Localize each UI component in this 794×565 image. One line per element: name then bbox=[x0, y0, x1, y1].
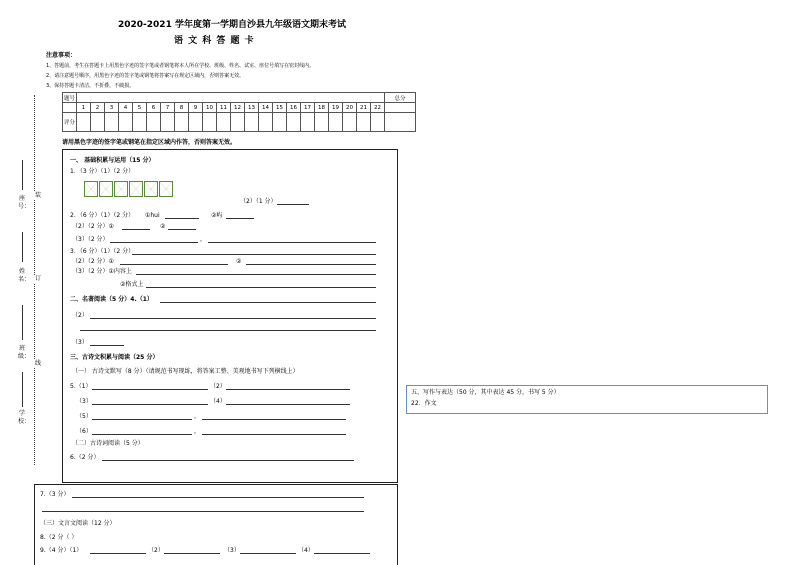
q5-5-label: （5） bbox=[76, 413, 92, 420]
score-cell[interactable] bbox=[91, 113, 105, 132]
answer-line[interactable] bbox=[246, 264, 376, 265]
answer-line[interactable] bbox=[90, 345, 124, 346]
section3-sub2: （二）古诗词阅读（5 分） bbox=[72, 440, 144, 447]
score-cell[interactable] bbox=[203, 113, 217, 132]
answer-line[interactable] bbox=[90, 553, 146, 554]
question-number: 10 bbox=[203, 103, 217, 113]
q3-2b-label: ② bbox=[236, 258, 242, 265]
name-label: 姓名： bbox=[18, 268, 31, 283]
score-cell[interactable] bbox=[105, 113, 119, 132]
school-label: 学校： bbox=[18, 410, 31, 425]
class-label: 班级： bbox=[18, 345, 31, 360]
writing-grid-cell[interactable] bbox=[99, 181, 113, 197]
exam-title: 2020-2021 学年度第一学期自沙县九年级语文期末考试 bbox=[118, 20, 346, 30]
question-number: 17 bbox=[301, 103, 315, 113]
seal-char-1: 装 bbox=[34, 192, 41, 199]
question-number: 13 bbox=[245, 103, 259, 113]
question-number: 21 bbox=[357, 103, 371, 113]
score-cell[interactable] bbox=[343, 113, 357, 132]
answer-line[interactable] bbox=[202, 419, 346, 420]
question-number: 15 bbox=[273, 103, 287, 113]
question-number: 19 bbox=[329, 103, 343, 113]
class-line bbox=[22, 305, 23, 340]
answer-line[interactable] bbox=[240, 553, 296, 554]
writing-grid-cell[interactable] bbox=[129, 181, 143, 197]
total-score-cell[interactable] bbox=[385, 113, 416, 132]
q2-2-label: （2）（2 分）① bbox=[72, 223, 114, 230]
answer-line[interactable] bbox=[164, 553, 220, 554]
q3-3-label: （3）（2 分）①内容上 bbox=[72, 268, 132, 275]
question-number: 11 bbox=[217, 103, 231, 113]
answer-line[interactable] bbox=[72, 497, 364, 498]
q3-label: 3．（6 分）（1）（2 分） bbox=[70, 248, 135, 255]
q1-2-label: （2）（1 分） bbox=[240, 198, 277, 205]
question-number: 20 bbox=[343, 103, 357, 113]
answer-line[interactable] bbox=[208, 242, 376, 243]
q9-label: 9.（4 分）（1） bbox=[40, 547, 83, 554]
writing-grid-cell[interactable] bbox=[159, 181, 173, 197]
score-cell[interactable] bbox=[77, 113, 91, 132]
answer-warning: 请用黑色字迹的签字笔或钢笔在指定区域内作答，否则答案无效。 bbox=[62, 139, 237, 146]
score-cell[interactable] bbox=[357, 113, 371, 132]
answer-line[interactable] bbox=[277, 204, 309, 205]
comma: ， bbox=[194, 428, 201, 435]
answer-line[interactable] bbox=[132, 254, 376, 255]
comma: ， bbox=[194, 413, 201, 420]
seat-label: 座号： bbox=[18, 195, 31, 210]
q5-2-label: （2） bbox=[210, 383, 226, 390]
answer-line[interactable] bbox=[202, 434, 346, 435]
question-number: 9 bbox=[189, 103, 203, 113]
answer-line[interactable] bbox=[92, 404, 208, 405]
answer-line[interactable] bbox=[136, 274, 376, 275]
q5-1-label: 5.（1） bbox=[70, 383, 92, 390]
answer-line[interactable] bbox=[146, 287, 376, 288]
note-item-3: 3、保持答题卡清洁，不折叠，不破损。 bbox=[46, 83, 135, 89]
question-number: 22 bbox=[371, 103, 385, 113]
total-header: 总分 bbox=[385, 93, 416, 103]
score-cell[interactable] bbox=[119, 113, 133, 132]
score-cell[interactable] bbox=[133, 113, 147, 132]
answer-line[interactable] bbox=[168, 229, 196, 230]
question-number: 16 bbox=[287, 103, 301, 113]
q2-3-label: （3）（2 分） bbox=[72, 236, 109, 243]
answer-line[interactable] bbox=[314, 553, 370, 554]
q5-6-label: （6） bbox=[76, 428, 92, 435]
q8-label: 8.（2 分（ ） bbox=[40, 534, 78, 541]
q22-label: 22．作文 bbox=[411, 400, 437, 407]
answer-line[interactable] bbox=[122, 229, 150, 230]
writing-grid-cell[interactable] bbox=[84, 181, 98, 197]
q3-2-label: （2）（2 分）① bbox=[72, 258, 114, 265]
score-table bbox=[62, 92, 416, 132]
answer-line[interactable] bbox=[165, 218, 199, 219]
score-cell[interactable] bbox=[287, 113, 301, 132]
score-cell[interactable] bbox=[273, 113, 287, 132]
score-cell[interactable] bbox=[259, 113, 273, 132]
question-number: 6 bbox=[147, 103, 161, 113]
school-line bbox=[22, 372, 23, 407]
seal-char-3: 线 bbox=[34, 360, 41, 367]
answer-line[interactable] bbox=[92, 419, 192, 420]
seal-char-2: 订 bbox=[34, 275, 41, 282]
score-cell[interactable] bbox=[189, 113, 203, 132]
section3-sub1: （一） 古诗文默写（8 分）（请规范书写现练，将答案工整、美观地书写下列横线上） bbox=[72, 368, 299, 375]
question-number: 8 bbox=[175, 103, 189, 113]
writing-grid-cell[interactable] bbox=[144, 181, 158, 197]
score-cell[interactable] bbox=[175, 113, 189, 132]
answer-box-main bbox=[62, 149, 398, 483]
q9-4-label: （4） bbox=[298, 547, 314, 554]
answer-line[interactable] bbox=[110, 242, 198, 243]
answer-line[interactable] bbox=[90, 318, 376, 319]
score-row-header: 评分 bbox=[63, 113, 77, 132]
q9-3-label: （3） bbox=[224, 547, 240, 554]
q2-label: 2．（6 分）（1）（2 分） bbox=[70, 212, 135, 219]
q2-a: ①hui bbox=[145, 212, 160, 219]
score-cell[interactable] bbox=[161, 113, 175, 132]
answer-line[interactable] bbox=[226, 218, 254, 219]
q2-2b-label: ② bbox=[160, 223, 166, 230]
section2-heading: 二、名著阅读（5 分）4.（1） bbox=[70, 296, 153, 303]
q1-label: 1．（3 分）（1）（2 分） bbox=[70, 168, 135, 175]
score-cell[interactable] bbox=[371, 113, 385, 132]
note-item-1: 1、答题前，考生在答题卡上用黑色字迹的签字笔或者钢笔将本人所在学校、班级、姓名、试室、座位号填写在密封线内。 bbox=[46, 63, 315, 69]
question-number: 2 bbox=[91, 103, 105, 113]
section1-heading: 一、 基础积累与运用（15 分） bbox=[70, 157, 155, 164]
q3-3b-label: ②格式上 bbox=[120, 281, 144, 288]
q5-3-label: （3） bbox=[76, 398, 92, 405]
question-number: 14 bbox=[259, 103, 273, 113]
question-number: 5 bbox=[133, 103, 147, 113]
answer-line[interactable] bbox=[92, 389, 208, 390]
q7-label: 7.（3 分） bbox=[40, 491, 70, 498]
answer-line[interactable] bbox=[42, 511, 364, 512]
writing-grid-cell[interactable] bbox=[114, 181, 128, 197]
notes-heading: 注意事项： bbox=[46, 52, 77, 59]
section3-heading: 三、古诗文积累与阅读（25 分） bbox=[70, 354, 159, 361]
q5-4-label: （4） bbox=[210, 398, 226, 405]
q2-b: ②屿 bbox=[211, 212, 223, 219]
question-number: 1 bbox=[77, 103, 91, 113]
question-number: 3 bbox=[105, 103, 119, 113]
answer-line[interactable] bbox=[92, 434, 192, 435]
score-cell[interactable] bbox=[329, 113, 343, 132]
answer-line[interactable] bbox=[102, 460, 354, 461]
question-number: 4 bbox=[119, 103, 133, 113]
q9-2-label: （2） bbox=[148, 547, 164, 554]
question-number-header: 题号 bbox=[63, 93, 77, 103]
question-number: 7 bbox=[161, 103, 175, 113]
score-cell[interactable] bbox=[231, 113, 245, 132]
q6-label: 6.（2 分） bbox=[70, 454, 100, 461]
q4-3-label: （3） bbox=[72, 339, 88, 346]
answer-line[interactable] bbox=[226, 389, 350, 390]
question-number: 18 bbox=[315, 103, 329, 113]
answer-line[interactable] bbox=[160, 302, 376, 303]
comma: ， bbox=[200, 236, 207, 243]
seat-line bbox=[22, 160, 23, 190]
score-cell[interactable] bbox=[147, 113, 161, 132]
question-number: 12 bbox=[231, 103, 245, 113]
score-cell[interactable] bbox=[315, 113, 329, 132]
answer-line[interactable] bbox=[80, 330, 376, 331]
name-line bbox=[22, 232, 23, 262]
score-cell[interactable] bbox=[217, 113, 231, 132]
card-subtitle: 语 文 科 答 题 卡 bbox=[174, 36, 255, 46]
answer-line[interactable] bbox=[226, 404, 350, 405]
score-cell[interactable] bbox=[245, 113, 259, 132]
section5-heading: 五、写作与表达（50 分，其中表达 45 分，书写 5 分） bbox=[411, 389, 560, 396]
score-cell[interactable] bbox=[301, 113, 315, 132]
note-item-2: 2、请注意题号顺序，用黑色字迹的签字笔或钢笔将答案写在规定区域内，否则答案无效。 bbox=[46, 73, 245, 79]
section3-sub3: （三）文言文阅读（12 分） bbox=[40, 520, 116, 527]
q4-2-label: （2） bbox=[72, 312, 88, 319]
answer-line[interactable] bbox=[120, 264, 228, 265]
